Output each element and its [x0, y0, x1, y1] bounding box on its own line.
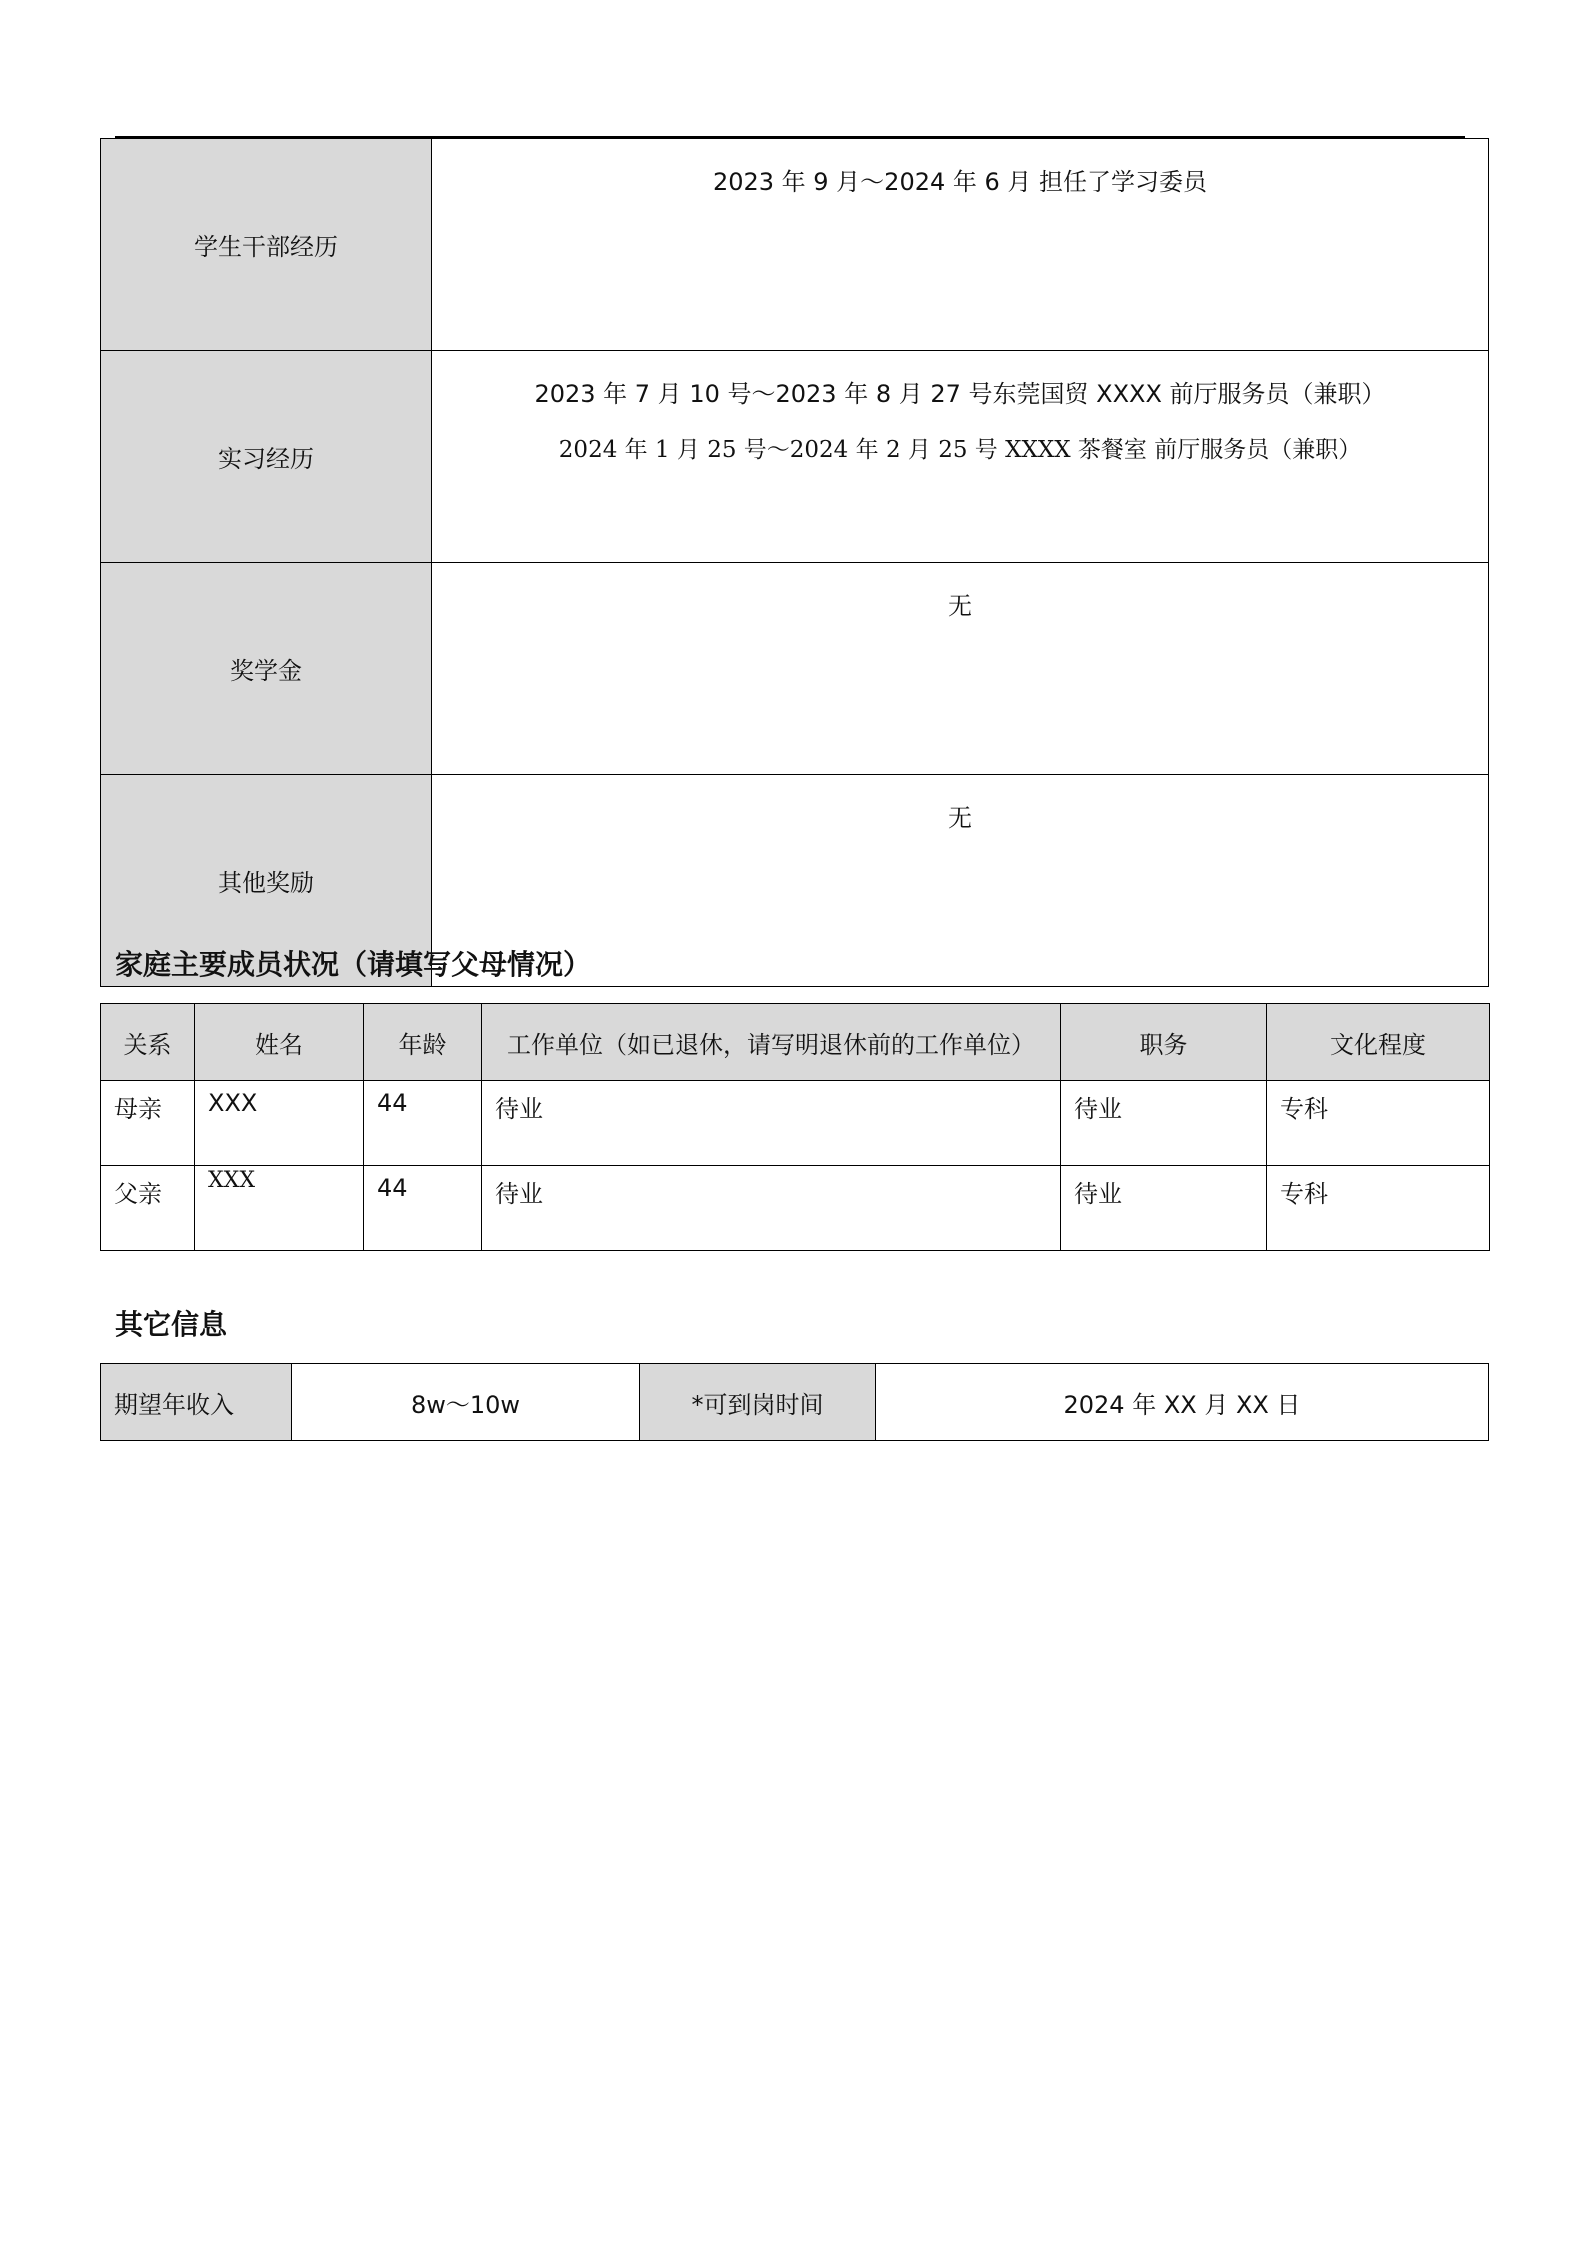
- header-age: 年龄: [364, 1004, 482, 1081]
- other-awards-line: 无: [948, 804, 972, 832]
- cadre-experience-label: 学生干部经历: [101, 139, 432, 351]
- available-date-value: 2024 年 XX 月 XX 日: [876, 1364, 1489, 1441]
- internship-line-1: 2023 年 7 月 10 号～2023 年 8 月 27 号东莞国贸 XXXX 前厅服务员（兼职）: [534, 380, 1386, 408]
- expected-income-label: 期望年收入: [101, 1364, 292, 1441]
- table-row: [101, 351, 1489, 563]
- cell-relation: 母亲: [101, 1081, 195, 1166]
- cell-education: 专科: [1267, 1081, 1490, 1166]
- table-header-row: [101, 1004, 1490, 1081]
- cell-workplace: 待业: [482, 1166, 1061, 1251]
- cell-position: 待业: [1061, 1081, 1267, 1166]
- internship-content: [432, 351, 1489, 563]
- other-info-table: [100, 1363, 1489, 1441]
- header-workplace: 工作单位（如已退休，请写明退休前的工作单位）: [482, 1004, 1061, 1081]
- cell-age: 44: [364, 1166, 482, 1251]
- cadre-experience-content: [432, 139, 1489, 351]
- cadre-experience-line: 2023 年 9 月～2024 年 6 月 担任了学习委员: [712, 168, 1208, 196]
- cell-name: XXX: [195, 1081, 364, 1166]
- internship-label: 实习经历: [101, 351, 432, 563]
- family-table: [100, 1003, 1490, 1251]
- cell-name: XXX: [195, 1166, 364, 1251]
- cell-position: 待业: [1061, 1166, 1267, 1251]
- experience-table: [100, 138, 1489, 987]
- scholarship-content: [432, 563, 1489, 775]
- header-name: 姓名: [195, 1004, 364, 1081]
- expected-income-value: 8w～10w: [292, 1364, 640, 1441]
- cell-workplace: 待业: [482, 1081, 1061, 1166]
- other-section-title: 其它信息: [115, 1308, 228, 1341]
- table-row: [101, 563, 1489, 775]
- family-section-title: 家庭主要成员状况（请填写父母情况）: [115, 948, 592, 981]
- scholarship-label: 奖学金: [101, 563, 432, 775]
- header-education: 文化程度: [1267, 1004, 1490, 1081]
- table-row: [101, 1166, 1490, 1251]
- cell-relation: 父亲: [101, 1166, 195, 1251]
- header-relation: 关系: [101, 1004, 195, 1081]
- scholarship-line: 无: [948, 592, 972, 620]
- cell-education: 专科: [1267, 1166, 1490, 1251]
- table-row: [101, 1081, 1490, 1166]
- other-awards-label: 其他奖励: [101, 775, 432, 987]
- table-row: [101, 1364, 1489, 1441]
- internship-line-2: 2024 年 1 月 25 号～2024 年 2 月 25 号 XXXX 茶餐室 前厅服务员（兼职）: [558, 437, 1362, 463]
- cell-age: 44: [364, 1081, 482, 1166]
- table-row: [101, 139, 1489, 351]
- header-position: 职务: [1061, 1004, 1267, 1081]
- available-date-label: *可到岗时间: [640, 1364, 876, 1441]
